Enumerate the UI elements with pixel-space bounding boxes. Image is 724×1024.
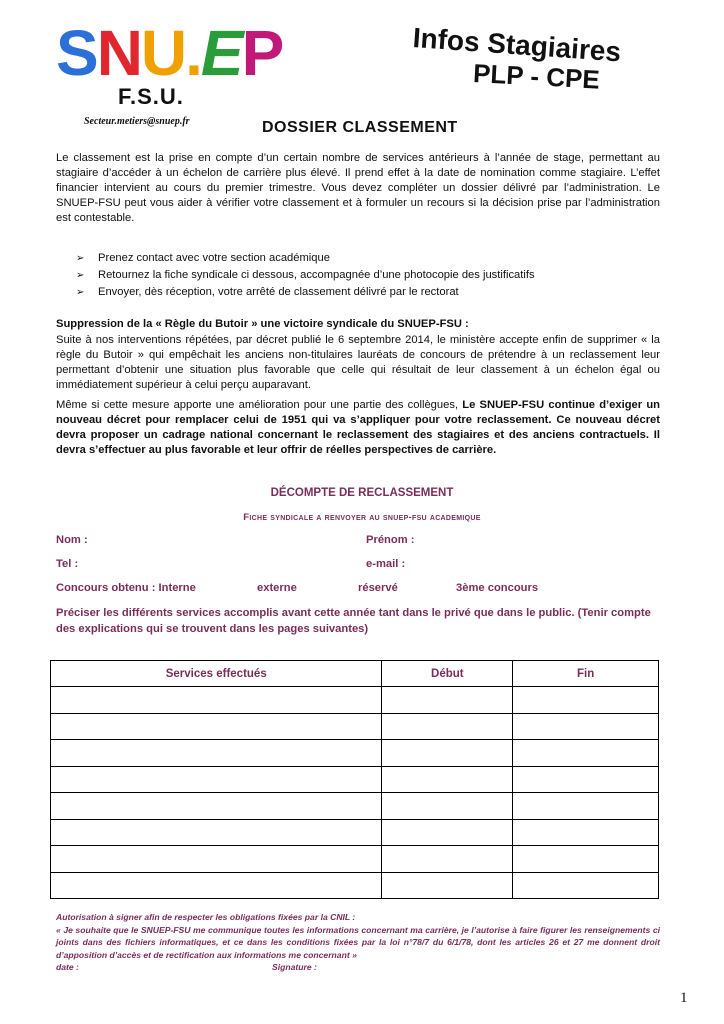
bullet-text: Retournez la fiche syndicale ci dessous, accompagnée d’une photocopie des justificatifs [98,269,535,281]
bullet-list [76,250,656,301]
service-cell[interactable] [51,713,382,740]
bullet-text: Prenez contact avec votre section académique [98,252,330,264]
suppression-paragraph-2 [56,398,660,458]
paragraph-emphasis: Le SNUEP-FSU continue d’exiger un nouveau décret pour remplacer celui de 1951 qui va s’appliquer pour votre reclassement. Ce nouveau décret devra proposer un cadrage national concernant le reclassement des stagiaires et des anciens contractuels. Il devra s’effectuer au plus favorable et leur offrir de réelles perspectives de carrière. [56,399,660,456]
service-cell[interactable] [51,687,382,714]
contact-email[interactable]: Secteur.metiers@snuep.fr [84,116,190,127]
fin-cell[interactable] [513,766,659,793]
logo-letter: P [241,17,283,89]
email-label[interactable]: e-mail : [366,558,406,570]
logo-letter: E [200,17,242,89]
authorization-text: « Je souhaite que le SNUEP-FSU me communique toutes les informations concernant ma carrière, je l’autorise à faire figurer les renseignements ci joints dans des fichiers informatiques, et ce dans les conditions fixées par la loi n°78/7 du 6/1/78, dont les articles 26 et 27 me donnent droit d’apposition d’accès et de rectification aux informations me concernant » [56,924,660,960]
instructions-text: Préciser les différents services accomplis avant cette année tant dans le privé que dans le public. (Tenir compte des explications qui se trouvent dans les pages suivantes) [56,607,651,635]
concours-interne[interactable]: Concours obtenu : Interne [56,582,196,594]
logo-letters [56,18,282,88]
service-cell[interactable] [51,819,382,846]
logo-fsu: F.S.U. [118,84,184,109]
logo-letter: S [56,17,97,89]
list-item [76,267,656,284]
header-line-2: PLP - CPE [472,58,601,95]
concours-externe[interactable]: externe [257,582,297,594]
fin-cell[interactable] [513,872,659,899]
authorization-sign-line [56,961,660,974]
debut-cell[interactable] [382,819,513,846]
list-item [76,250,656,267]
column-header-fin: Fin [513,661,659,687]
date-label[interactable]: date : [56,962,79,973]
form-title: DÉCOMPTE DE RECLASSEMENT [270,487,454,499]
arrow-bullet-icon: ➢ [76,270,85,281]
table-row [51,819,659,846]
column-header-debut: Début [382,661,513,687]
list-item [76,284,656,301]
bullet-text: Envoyer, dès réception, votre arrêté de classement délivré par le rectorat [98,286,459,298]
page-number: 1 [680,990,688,1006]
logo-letter: N [96,17,141,89]
suppression-title: Suppression de la « Règle du Butoir » une victoire syndicale du SNUEP-FSU : [56,318,469,330]
table-row [51,766,659,793]
table-header-row [51,661,659,687]
form-subtitle: Fiche syndicale a renvoyer au snuep-fsu academique [243,512,481,523]
arrow-bullet-icon: ➢ [76,253,85,264]
fin-cell[interactable] [513,713,659,740]
table-row [51,740,659,767]
intro-paragraph: Le classement est la prise en compte d’un certain nombre de services antérieurs à l’année de stage, permettant au stagiaire d’accéder à un échelon de carrière plus élevé. Il prend effet à la date de nomination comme stagiaire. L’effet financier intervient au cours du premier trimestre. Vous devez compléter un dossier délivré par l’administration. Le SNUEP-FSU peut vous aider à vérifier votre classement et à formuler un recours si la décision prise par l’administration est contestable. [56,152,660,224]
debut-cell[interactable] [382,687,513,714]
snuep-logo [56,17,283,128]
fin-cell[interactable] [513,740,659,767]
arrow-bullet-icon: ➢ [76,287,85,298]
page-title: DOSSIER CLASSEMENT [262,119,458,136]
debut-cell[interactable] [382,740,513,767]
concours-reserve[interactable]: réservé [358,582,398,594]
fin-cell[interactable] [513,687,659,714]
debut-cell[interactable] [382,793,513,820]
debut-cell[interactable] [382,766,513,793]
table-row [51,872,659,899]
debut-cell[interactable] [382,846,513,873]
authorization-title: Autorisation à signer afin de respecter les obligations fixées par la CNIL : [56,912,356,922]
table-row [51,713,659,740]
logo-letter: U. [140,17,201,89]
service-cell[interactable] [51,872,382,899]
debut-cell[interactable] [382,872,513,899]
header-line-1: Infos Stagiaires [411,22,623,68]
signature-label[interactable]: Signature : [272,962,317,973]
table-row [51,687,659,714]
tel-label[interactable]: Tel : [56,558,79,570]
service-cell[interactable] [51,846,382,873]
fin-cell[interactable] [513,793,659,820]
services-table [50,660,659,899]
column-header-services: Services effectués [51,661,382,687]
table-row [51,793,659,820]
debut-cell[interactable] [382,713,513,740]
nom-label[interactable]: Nom : [56,534,88,546]
fin-cell[interactable] [513,819,659,846]
paragraph-plain: Même si cette mesure apporte une amélioration pour une partie des collègues, [56,399,463,411]
suppression-paragraph: Suite à nos interventions répétées, par décret publié le 6 septembre 2014, le ministère accepte enfin de supprimer « la règle du Butoir » qui empêchait les anciens non-titulaires lauréats de concours de prétendre à un reclassement leur permettant d’obtenir une situation plus favorable que celle qui résultait de leur classement à un échelon égal ou immédiatement supérieur à celui perçu auparavant. [56,334,660,391]
service-cell[interactable] [51,793,382,820]
service-cell[interactable] [51,766,382,793]
table-row [51,846,659,873]
cnil-authorization [56,911,660,974]
concours-3eme[interactable]: 3ème concours [456,582,539,594]
service-cell[interactable] [51,740,382,767]
fin-cell[interactable] [513,846,659,873]
prenom-label[interactable]: Prénom : [366,534,415,546]
